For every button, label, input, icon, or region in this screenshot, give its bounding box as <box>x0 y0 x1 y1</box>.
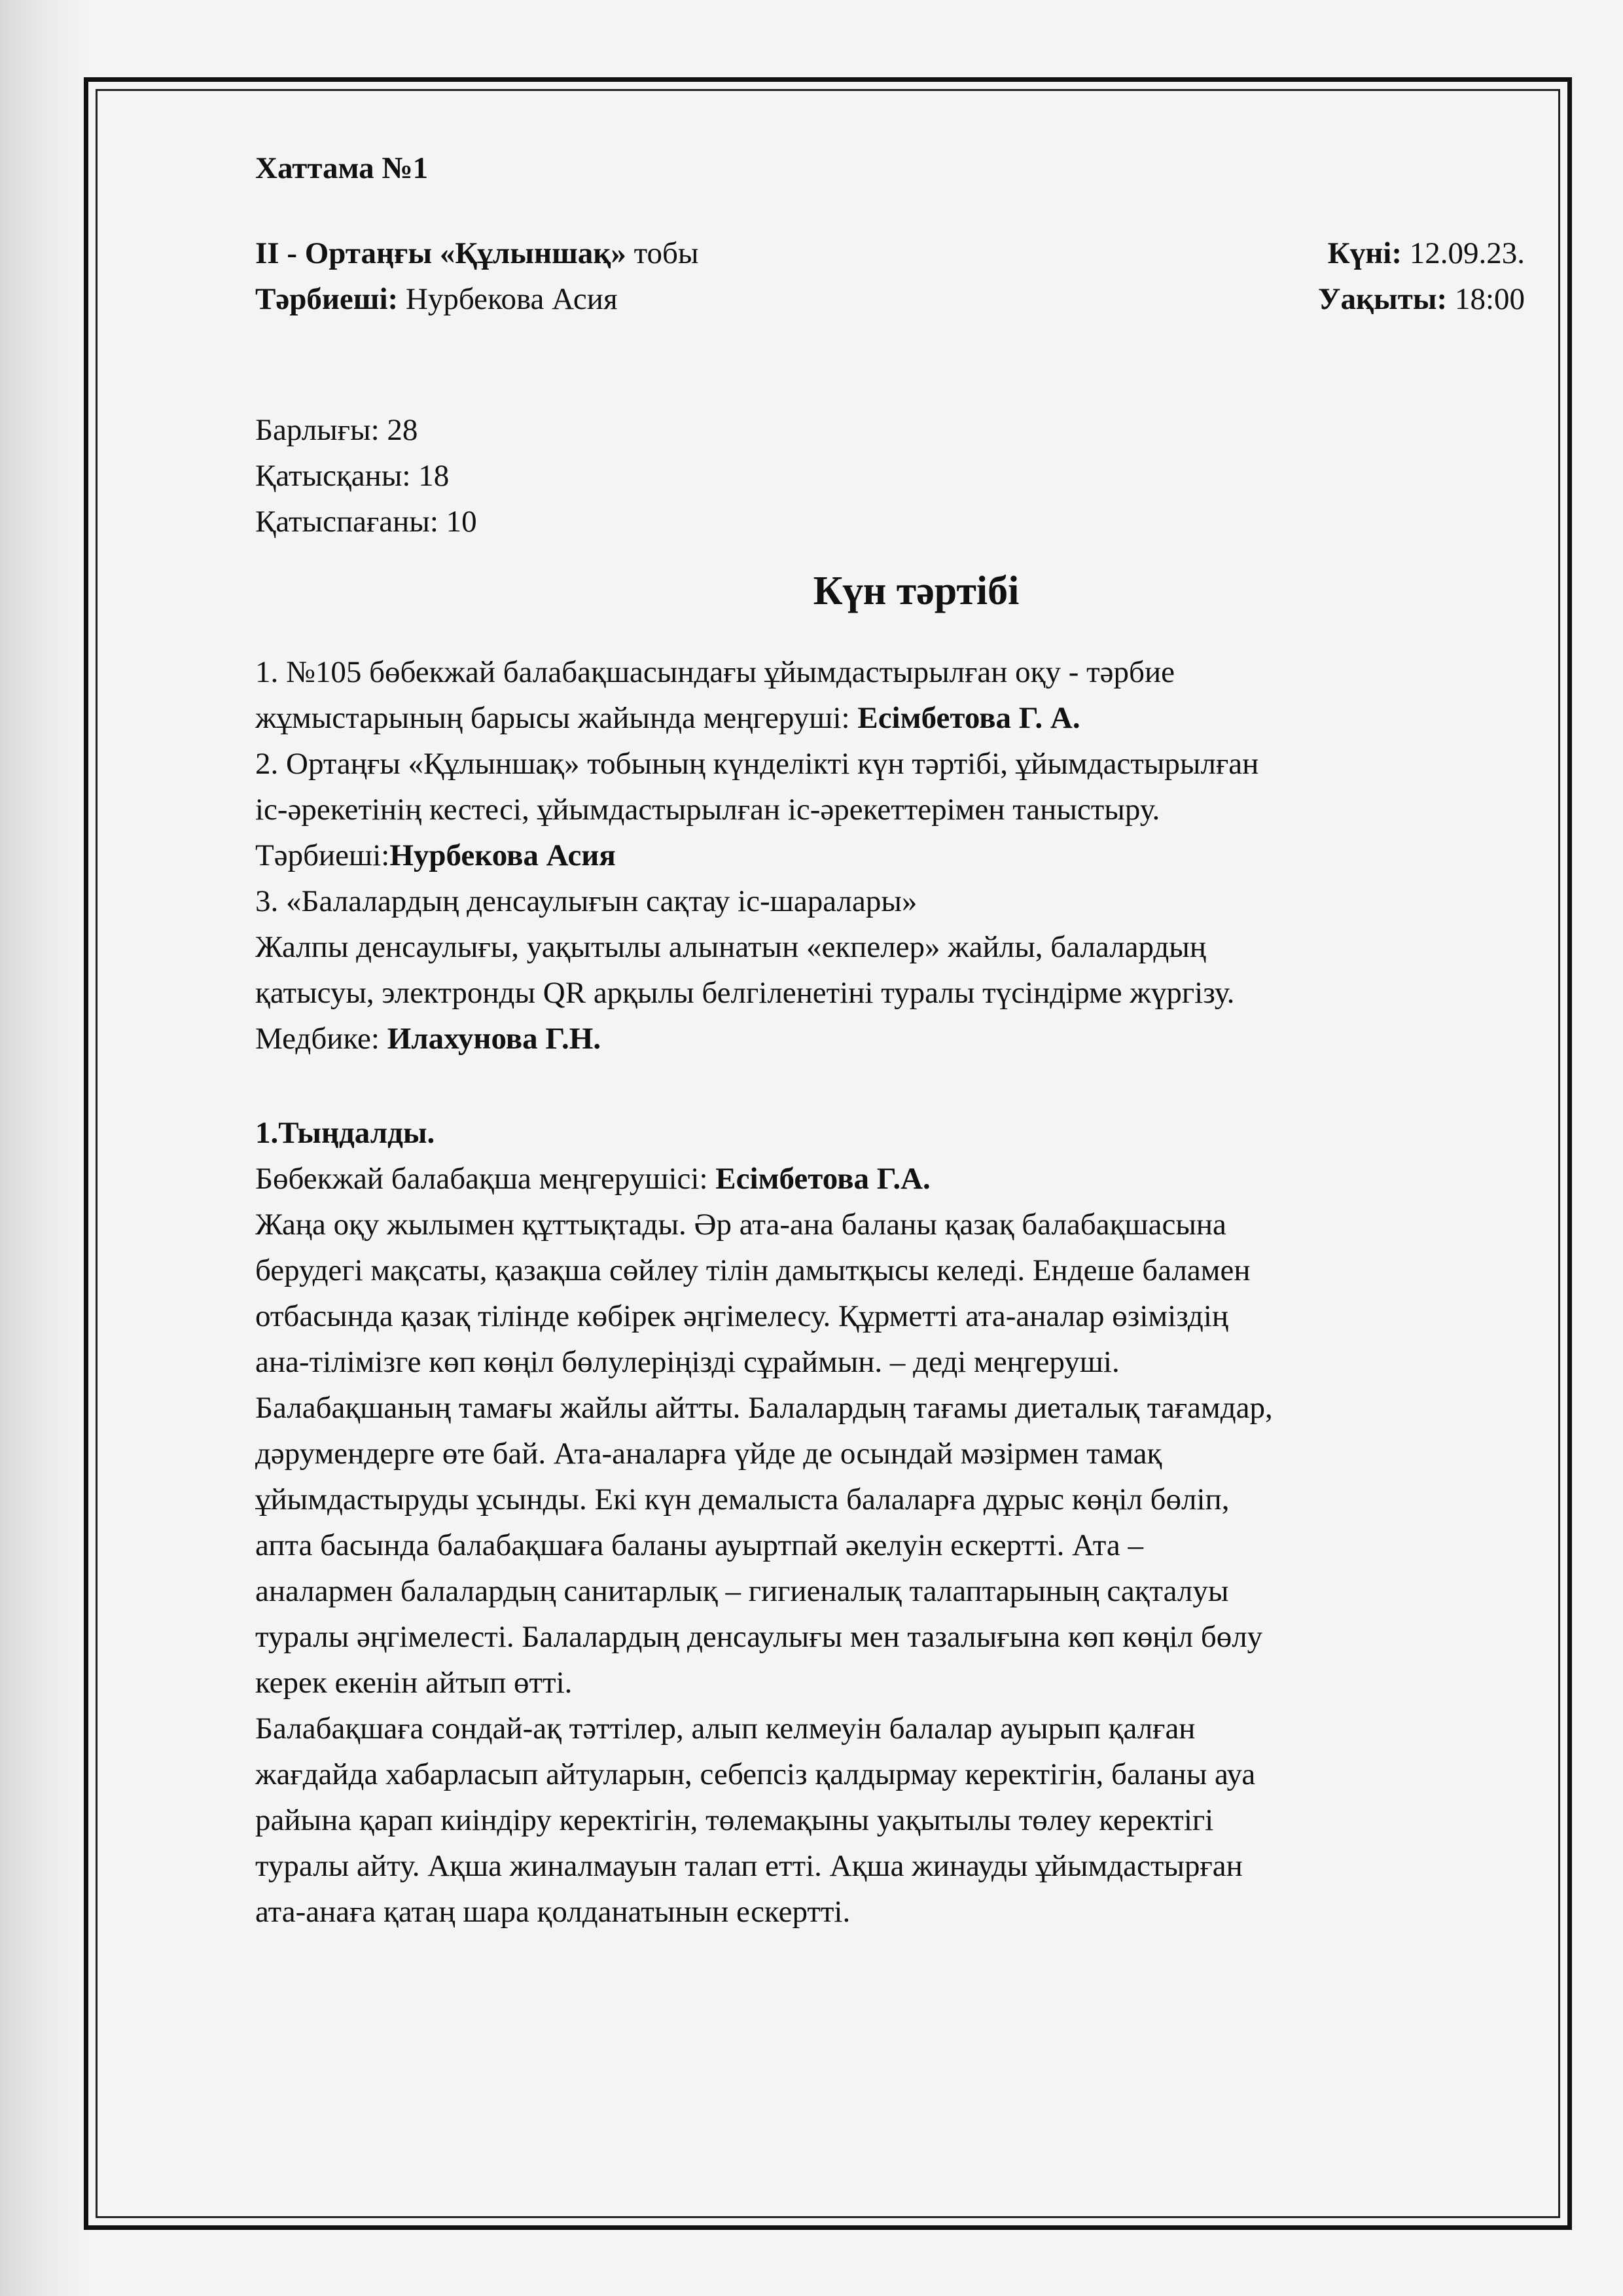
protocol-document <box>255 145 1525 1935</box>
agenda-item-3-role: Медбике: <box>255 1022 387 1056</box>
agenda-item-2-role: Тәрбиеші: <box>255 838 390 872</box>
teacher-value: Нурбекова Асия <box>398 282 618 316</box>
section-1-line: дәрумендерге өте бай. Ата-аналарға үйде де осындай мәзірмен тамақ <box>255 1437 1162 1471</box>
agenda-item-2-speaker-line <box>255 833 1525 878</box>
date-value: 12.09.23. <box>1402 236 1525 270</box>
group-date-row <box>255 230 1525 276</box>
time-label: Уақыты: <box>1317 282 1448 316</box>
time-value: 18:00 <box>1447 282 1525 316</box>
section-1-line: Жаңа оқу жылымен құттықтады. Әр ата-ана баланы қазақ балабақшасына <box>255 1208 1226 1242</box>
section-1-line: туралы әңгімелесті. Балалардың денсаулығы мен тазалығына көп көңіл бөлу <box>255 1620 1263 1654</box>
meeting-time <box>1318 276 1525 322</box>
agenda-item-3-speaker-line <box>255 1016 1525 1062</box>
section-1-heading: 1.Тыңдалды. <box>255 1116 435 1150</box>
section-1-line: жағдайда хабарласып айтуларын, себепсіз қалдырмау керектігін, баланы ауа <box>255 1757 1256 1791</box>
attendance-absent: Қатыспағаны: 10 <box>255 505 477 539</box>
section-1-line: ұйымдастыруды ұсынды. Екі күн демалыста балаларға дұрыс көңіл бөліп, <box>255 1482 1230 1516</box>
teacher-time-row <box>255 276 1525 322</box>
teacher <box>255 276 618 322</box>
attendance-present: Қатысқаны: 18 <box>255 459 450 493</box>
agenda-title: Күн тәртібі <box>813 569 1020 613</box>
agenda-item-3-line-3: қатысуы, электронды QR арқылы белгіленетіні туралы түсіндірме жүргізу. <box>255 976 1235 1010</box>
section-1-line: керек екенін айтып өтті. <box>255 1666 573 1700</box>
protocol-number: Хаттама №1 <box>255 151 429 185</box>
section-1-speaker-line <box>255 1156 1525 1202</box>
section-1-line: ата-анаға қатаң шара қолданатынын ескертті. <box>255 1895 851 1929</box>
agenda-item-2-speaker: Нурбекова Асия <box>389 838 616 872</box>
page-fold-shadow <box>0 0 92 2296</box>
meeting-date <box>1328 230 1525 276</box>
section-1-line: отбасында қазақ тілінде көбірек әңгімелесу. Құрметті ата-аналар өзіміздің <box>255 1299 1229 1333</box>
agenda-item-1-text: жұмыстарының барысы жайында меңгеруші: <box>255 701 858 735</box>
agenda-item-3-line-2: Жалпы денсаулығы, уақытылы алынатын «екпелер» жайлы, балалардың <box>255 930 1207 964</box>
section-1-line: берудегі мақсаты, қазақша сөйлеу тілін дамытқысы келеді. Ендеше баламен <box>255 1253 1251 1287</box>
agenda-item-2-line-2: іс-әрекетінің кестесі, ұйымдастырылған іс-әрекеттерімен таныстыру. <box>255 793 1160 827</box>
section-1-line: апта басында балабақшаға баланы ауыртпай әкелуін ескертті. Ата – <box>255 1528 1143 1562</box>
section-1-line: аналармен балалардың санитарлық – гигиеналық талаптарының сақталуы <box>255 1574 1229 1608</box>
group-name-suffix: тобы <box>626 236 699 270</box>
agenda-item-1-line-1: 1. №105 бөбекжай балабақшасындағы ұйымдастырылған оқу - тәрбие <box>255 655 1175 689</box>
group-name-bold: ІІ - Ортаңғы «Құлыншақ» <box>255 236 626 270</box>
section-1-line: ана-тілімізге көп көңіл бөлулеріңізді сұраймын. – деді меңгеруші. <box>255 1345 1120 1379</box>
teacher-label: Тәрбиеші: <box>255 282 399 316</box>
date-label: Күні: <box>1327 236 1402 270</box>
section-1-speaker-role: Бөбекжай балабақша меңгерушісі: <box>255 1162 716 1196</box>
agenda-item-1-speaker: Есімбетова Г. А. <box>857 701 1080 735</box>
section-1-speaker-name: Есімбетова Г.А. <box>715 1162 931 1196</box>
agenda-item-2-line-1: 2. Ортаңғы «Құлыншақ» тобының күнделікті күн тәртібі, ұйымдастырылған <box>255 747 1259 781</box>
agenda-item-3-line-1: 3. «Балалардың денсаулығын сақтау іс-шаралары» <box>255 884 918 918</box>
section-1-line: Балабақшаға сондай-ақ тәттілер, алып келмеуін балалар ауырып қалған <box>255 1712 1196 1746</box>
attendance-total: Барлығы: 28 <box>255 413 418 447</box>
section-1-line: Балабақшаның тамағы жайлы айтты. Балалардың тағамы диеталық тағамдар, <box>255 1391 1273 1425</box>
agenda-item-3-speaker: Илахунова Г.Н. <box>387 1022 601 1056</box>
group-name <box>255 230 699 276</box>
section-1-line: райына қарап киіндіру керектігін, төлемақыны уақытылы төлеу керектігі <box>255 1803 1214 1837</box>
agenda-item-1-line-2 <box>255 695 1525 741</box>
section-1-line: туралы айту. Ақша жиналмауын талап етті. Ақша жинауды ұйымдастырған <box>255 1849 1243 1883</box>
